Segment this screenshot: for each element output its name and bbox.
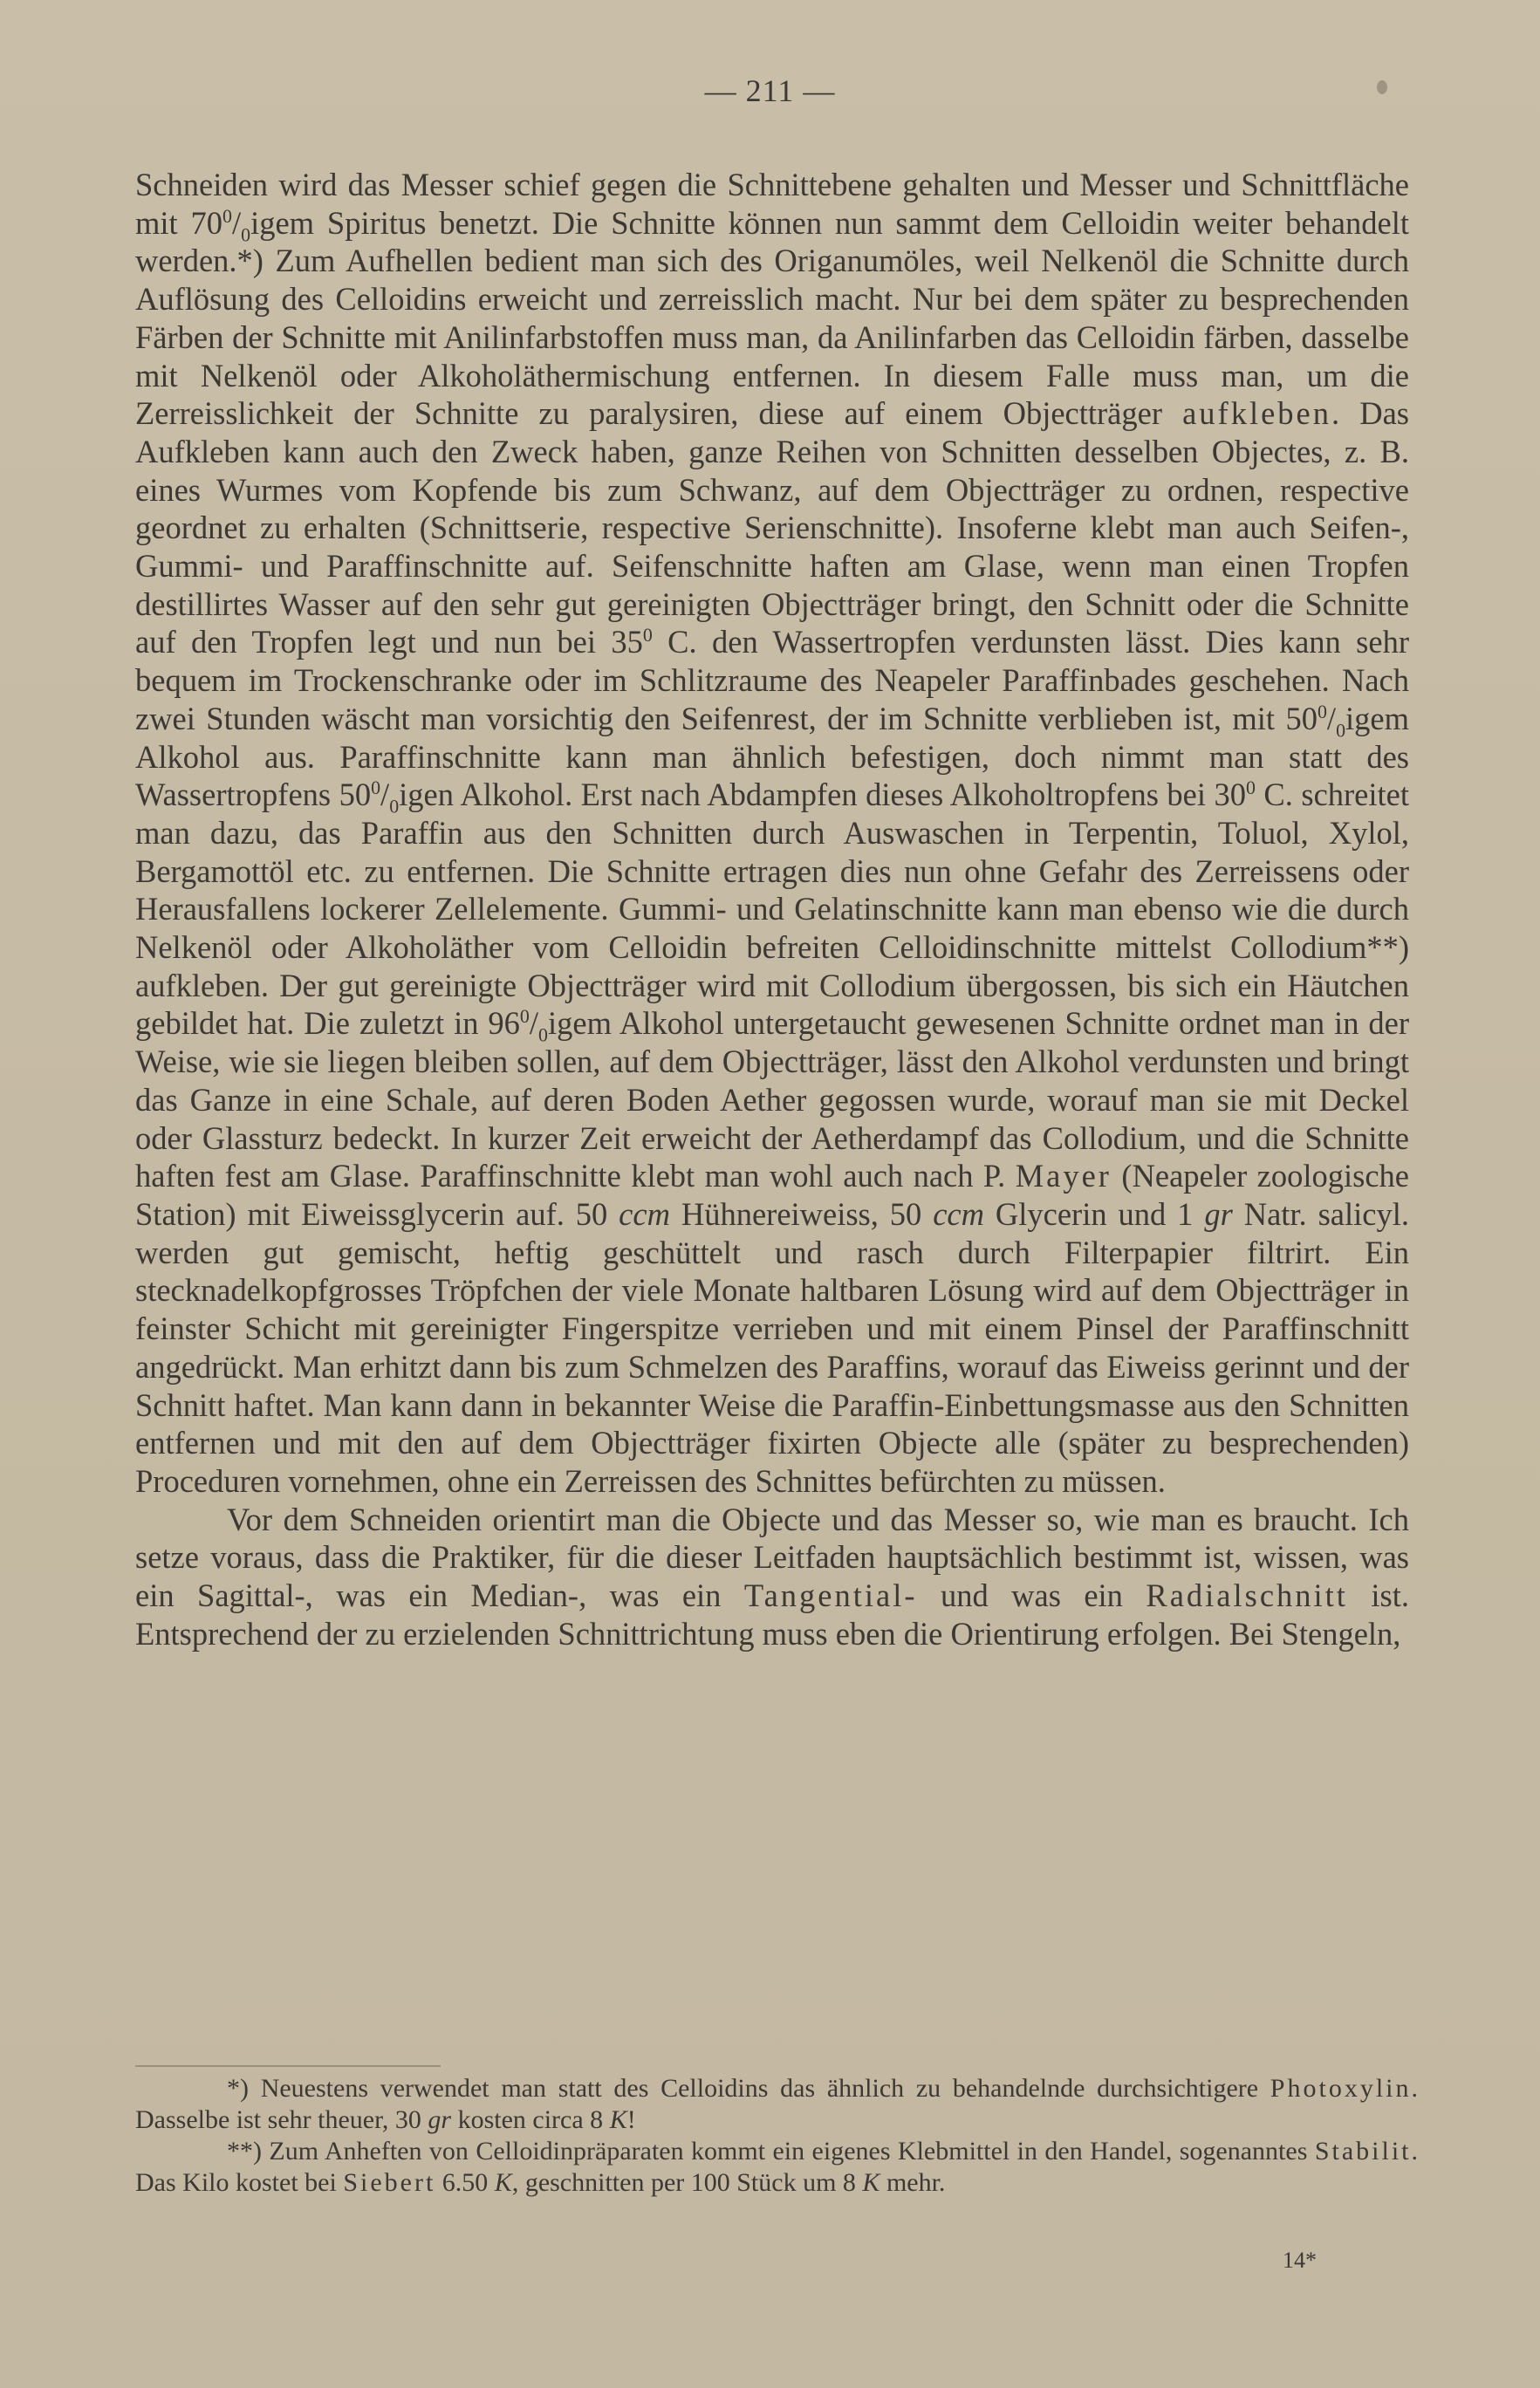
footnote [135, 2136, 1418, 2199]
text-run: mehr. [880, 2168, 946, 2197]
fraction-mark: 0 [371, 777, 381, 799]
text-run: **) Zum Anheften von Celloidinpräparaten kommt ein eigenes Klebmittel in den Handel, sogenanntes [227, 2137, 1315, 2166]
text-run: ! [626, 2105, 636, 2134]
paragraph [135, 1501, 1409, 1653]
text-run: 6.50 [435, 2168, 495, 2197]
paragraph [135, 166, 1409, 1501]
text-run: ist. Entsprechend der zu erzielenden Schnittrichtung muss eben die Orientirung erfolgen. Bei Stengeln, [135, 1577, 1409, 1652]
spaced-text: Mayer [1015, 1158, 1112, 1194]
text-run: Natr. salicyl. werden gut gemischt, heftig geschüttelt und rasch durch Filterpapier filtrirt. Ein stecknadelkopfgrosses Tröpfchen der viele Monate haltbaren Lösung wird auf dem Objectträger in feinster Schicht mit gereinigter Fingerspitze verrieben und mit einem Pinsel der Paraffinschnitt angedrückt. Man erhitzt dann bis zum Schmelzen des Paraffins, worauf das Eiweiss gerinnt und der Schnitt haftet. Man kann dann in bekannter Weise die Paraffin-Einbettungsmasse aus den Schnitten entfernen und mit den auf dem Objectträger fixirten Objecte alle (später zu besprechenden) Proceduren vornehmen, ohne ein Zerreissen des Schnittes befürchten zu müssen. [135, 1195, 1409, 1499]
text-run: Schneiden wird das Messer schief gegen die Schnittebene gehalten und Messer und Schnittfläche mit 70 [135, 167, 1409, 241]
text-run: igem Alkohol untergetaucht gewesenen Schnitte ordnet man in der Weise, wie sie liegen bleiben sollen, auf dem Objectträger, lässt den Alkohol verdunsten und bringt das Ganze in eine Schale, auf deren Boden Aether gegossen wurde, worauf man sie mit Deckel oder Glassturz bedeckt. In kurzer Zeit erweicht der Aetherdampf das Collodium, und die Schnitte haften fest am Glase. Paraffinschnitte klebt man wohl auch nach P. [135, 1005, 1410, 1194]
body-text [135, 166, 1409, 1652]
fraction-mark: 0 [519, 1005, 530, 1028]
text-run: . Dasselbe ist sehr theuer, 30 [135, 2074, 1418, 2134]
spaced-text: Tangential- [743, 1577, 918, 1614]
spaced-text: Photoxylin [1270, 2074, 1412, 2103]
text-run: Vor dem Schneiden orientirt man die Objecte und das Messer so, wie man es braucht. Ich setze voraus, dass die Praktiker, für die dieser Leitfaden hauptsächlich bestimmt ist, wissen, was ein Sagittal-, was ein Median-, was ein [135, 1501, 1409, 1614]
fraction-mark: 0 [222, 204, 232, 227]
text-run: / [529, 1005, 539, 1042]
spaced-text: Stabilit [1314, 2137, 1412, 2166]
fraction-mark: 0 [1246, 777, 1256, 799]
text-run: / [380, 777, 390, 813]
spaced-text: aufkleben [1182, 395, 1331, 432]
text-run: und was ein [917, 1577, 1146, 1614]
footnote-rule [135, 2065, 441, 2067]
text-run: (Neapeler zoologische Station) mit Eiweissglycerin auf. 50 [135, 1158, 1409, 1232]
text-run: . Das Aufkleben kann auch den Zweck haben, ganze Reihen von Schnitten desselben Objectes, z. B. eines Wurmes vom Kopfende bis zum Schwanz, auf dem Objectträger zu ordnen, respective geordnet zu erhalten (Schnittserie, respective Serienschnitte). Insoferne klebt man auch Seifen-, Gummi- und Paraffinschnitte auf. Seifenschnitte haften am Glase, wenn man einen Tropfen destillirtes Wasser auf den sehr gut gereinigten Objectträger bringt, den Schnitt oder die Schnitte auf den Tropfen legt und nun bei 35 [135, 395, 1409, 660]
text-run: . Das Kilo kostet bei [135, 2137, 1418, 2197]
unit-text: K [609, 2105, 627, 2134]
text-run: C. den Wassertropfen verdunsten lässt. Dies kann sehr bequem im Trockenschranke oder im Schlitzraume des Neapeler Paraffinbades geschehen. Nach zwei Stunden wäscht man vorsichtig den Seifenrest, der im Schnitte verblieben ist, mit 50 [135, 624, 1409, 736]
fraction-mark: 0 [241, 223, 251, 245]
unit-text: gr [1204, 1195, 1233, 1232]
text-run: igem Alkohol aus. Paraffinschnitte kann man ähnlich befestigen, doch nimmt man statt des Wassertropfens 50 [135, 700, 1409, 813]
unit-text: ccm [619, 1195, 670, 1232]
text-run: Hühnereiweiss, 50 [669, 1195, 934, 1232]
spaced-text: Radialschnitt [1146, 1577, 1348, 1614]
text-run: , geschnitten per 100 Stück um 8 [511, 2168, 863, 2197]
text-run: Glycerin und 1 [983, 1195, 1205, 1232]
spaced-text: Siebert [343, 2168, 436, 2197]
footnote [135, 2073, 1418, 2136]
fraction-mark: 0 [389, 795, 400, 818]
fraction-mark: 0 [642, 624, 653, 647]
unit-text: K [494, 2168, 512, 2197]
fraction-mark: 0 [1336, 719, 1346, 742]
text-run: / [231, 204, 242, 241]
unit-text: gr [428, 2105, 452, 2134]
sheet-signature: 14* [1283, 2248, 1317, 2273]
text-run: igen Alkohol. Erst nach Abdampfen dieses Alkoholtropfens bei 30 [399, 777, 1246, 813]
text-run: kosten circa 8 [451, 2105, 610, 2134]
unit-text: ccm [933, 1195, 984, 1232]
page-number: — 211 — [704, 73, 836, 108]
text-run: C. schreitet man dazu, das Paraffin aus den Schnitten durch Auswaschen in Terpentin, Toluol, Xylol, Bergamottöl etc. zu entfernen. Die Schnitte ertragen dies nun ohne Gefahr des Zerreissens oder Herausfallens lockerer Zellelemente. Gummi- und Gelatinschnitte kann man ebenso wie die durch Nelkenöl oder Alkoholäther vom Celloidin befreiten Celloidinschnitte mittelst Collodium**) aufkleben. Der gut gereinigte Objectträger wird mit Collodium übergossen, bis sich ein Häutchen gebildet hat. Die zuletzt in 96 [135, 777, 1409, 1042]
text-run: igem Spiritus benetzt. Die Schnitte können nun sammt dem Celloidin weiter behandelt werden.*) Zum Aufhellen bedient man sich des Origanumöles, weil Nelkenöl die Schnitte durch Auflösung des Celloidins erweicht und zerreisslich macht. Nur bei dem später zu besprechenden Färben der Schnitte mit Anilinfarbstoffen muss man, da Anilinfarben das Celloidin färben, dasselbe mit Nelkenöl oder Alkoholäthermischung entfernen. In diesem Falle muss man, um die Zerreisslichkeit der Schnitte zu paralysiren, diese auf einem Objectträger [135, 204, 1409, 432]
text-run: / [1326, 700, 1337, 736]
fraction-mark: 0 [1317, 700, 1327, 722]
text-run: *) Neuestens verwendet man statt des Celloidins das ähnlich zu behandelnde durchsichtigere [227, 2074, 1270, 2103]
footnotes [135, 2073, 1418, 2199]
fraction-mark: 0 [538, 1023, 548, 1046]
unit-text: K [862, 2168, 880, 2197]
